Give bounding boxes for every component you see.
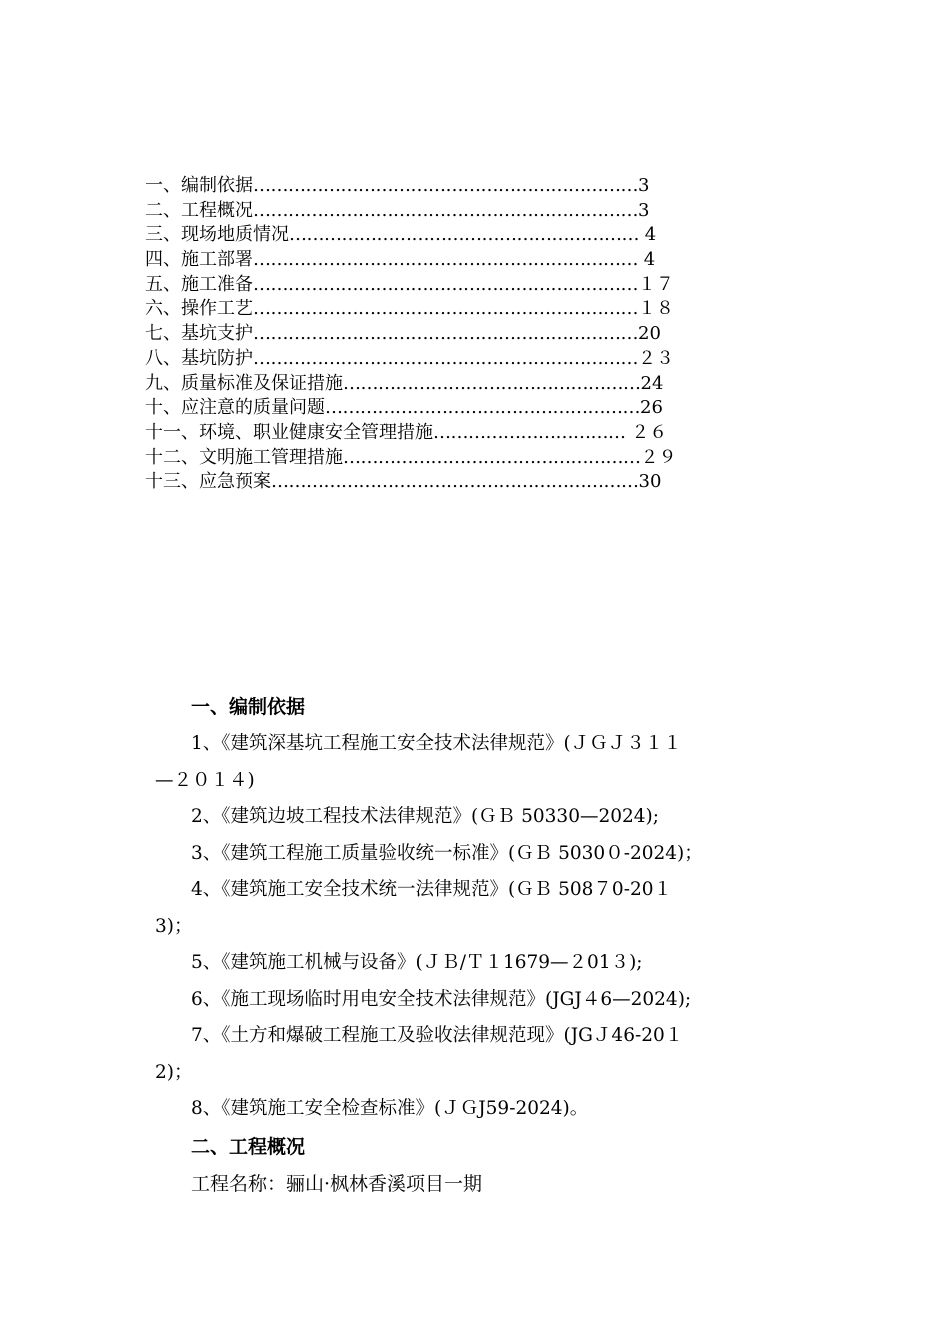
reference-item bbox=[155, 726, 815, 799]
toc-leader-dots: …………………………………………………… bbox=[289, 224, 639, 246]
reference-text: 5、《建筑施工机械与设备》(ＪＢ/Ｔ１1679—２01３); bbox=[191, 952, 643, 973]
reference-item bbox=[155, 1091, 815, 1128]
toc-entry-title: 十三、应急预案 bbox=[145, 471, 271, 493]
toc-leader-dots: …………………………… bbox=[433, 421, 626, 443]
toc-entry-title: 六、操作工艺 bbox=[145, 298, 253, 320]
toc-entry[interactable] bbox=[145, 273, 795, 298]
toc-entry-title: 十、应注意的质量问题 bbox=[145, 397, 325, 419]
toc-entry[interactable] bbox=[145, 470, 795, 495]
toc-page-number: 3 bbox=[638, 199, 650, 221]
toc-leader-dots: ………………………………………………………… bbox=[253, 199, 638, 221]
toc-entry-title: 五、施工准备 bbox=[145, 273, 253, 295]
toc-page-number: 24 bbox=[640, 372, 664, 394]
toc-leader-dots: …………………………………………… bbox=[343, 446, 641, 468]
toc-page-number: １７ bbox=[638, 273, 674, 295]
toc-entry[interactable] bbox=[145, 223, 795, 248]
reference-text: 6、《施工现场临时用电安全技术法律规范》(JGJ４6—2024); bbox=[191, 988, 692, 1010]
reference-item bbox=[155, 799, 815, 836]
reference-text: 3、《建筑工程施工质量验收统一标准》(ＧＢ 5030０-2024)； bbox=[191, 842, 703, 864]
toc-entry[interactable] bbox=[145, 297, 795, 322]
reference-item bbox=[155, 945, 815, 982]
toc-entry[interactable] bbox=[145, 174, 795, 199]
toc-entry[interactable] bbox=[145, 322, 795, 347]
toc-entry-title: 二、工程概况 bbox=[145, 199, 253, 221]
section-heading: 二、工程概况 bbox=[191, 1135, 306, 1158]
toc-entry-title: 一、编制依据 bbox=[145, 175, 253, 196]
toc-entry-title: 十二、文明施工管理措施 bbox=[145, 446, 343, 468]
toc-entry[interactable] bbox=[145, 372, 795, 397]
toc-page-number: ２９ bbox=[640, 446, 677, 468]
toc-entry[interactable] bbox=[145, 421, 795, 446]
toc-leader-dots: ………………………………………………………… bbox=[253, 347, 638, 369]
toc-entry-title: 三、现场地质情况 bbox=[145, 224, 289, 246]
toc-page-number: 26 bbox=[640, 397, 663, 419]
project-name: 工程名称：骊山·枫林香溪项目一期 bbox=[191, 1172, 483, 1195]
toc-entry-title: 十一、环境、职业健康安全管理措施 bbox=[145, 421, 433, 443]
reference-text-continued: —２０１４) bbox=[155, 769, 255, 791]
document-body bbox=[155, 688, 815, 1202]
toc-entry-title: 七、基坑支护 bbox=[145, 323, 253, 345]
toc-page-number: 30 bbox=[638, 471, 662, 493]
toc-leader-dots: ………………………………………………………… bbox=[253, 249, 638, 271]
toc-leader-dots: ……………………………………………………… bbox=[271, 471, 639, 493]
toc-entry-title: 九、质量标准及保证措施 bbox=[145, 372, 343, 394]
reference-text: 2、《建筑边坡工程技术法律规范》(ＧＢ 50330—2024); bbox=[191, 806, 660, 827]
reference-text-continued: 2)； bbox=[155, 1061, 193, 1083]
reference-item bbox=[155, 1018, 815, 1091]
toc-entry[interactable] bbox=[145, 396, 795, 421]
toc-entry[interactable] bbox=[145, 199, 795, 224]
toc-entry[interactable] bbox=[145, 347, 795, 372]
reference-text-continued: 3)； bbox=[155, 915, 193, 937]
toc-leader-dots: ………………………………………………………… bbox=[253, 273, 638, 295]
reference-text: 7、《土方和爆破工程施工及验收法律规范现》(JGＪ46-20１ bbox=[191, 1025, 684, 1046]
reference-item bbox=[155, 836, 815, 873]
toc-page-number: １８ bbox=[638, 298, 674, 320]
toc-entry-title: 四、施工部署 bbox=[145, 249, 253, 271]
toc-entry-title: 八、基坑防护 bbox=[145, 347, 253, 369]
toc-entry[interactable] bbox=[145, 446, 795, 471]
table-of-contents bbox=[145, 174, 795, 495]
toc-leader-dots: ……………………………………………… bbox=[325, 397, 640, 419]
toc-leader-dots: ………………………………………………………… bbox=[253, 175, 638, 196]
reference-text: 4、《建筑施工安全技术统一法律规范》(ＧＢ 508７0-20１ bbox=[191, 879, 672, 900]
toc-leader-dots: ………………………………………………………… bbox=[253, 323, 638, 345]
toc-page-number: 20 bbox=[638, 323, 661, 345]
reference-item bbox=[155, 872, 815, 945]
toc-page-number: 3 bbox=[638, 175, 650, 196]
reference-item bbox=[155, 982, 815, 1019]
reference-text: 1、《建筑深基坑工程施工安全技术法律规范》(ＪＧＪ３１１ bbox=[191, 733, 682, 754]
toc-page-number: 4 bbox=[638, 249, 656, 271]
toc-page-number: ２３ bbox=[638, 347, 674, 369]
toc-page-number: 4 bbox=[639, 224, 657, 246]
toc-leader-dots: …………………………………………… bbox=[343, 372, 641, 394]
toc-leader-dots: ………………………………………………………… bbox=[253, 298, 638, 320]
toc-page-number: ２６ bbox=[625, 421, 668, 443]
reference-text: 8、《建筑施工安全检查标准》(ＪＧJ59-2024)。 bbox=[191, 1098, 589, 1119]
section-heading: 一、编制依据 bbox=[191, 696, 306, 718]
toc-entry[interactable] bbox=[145, 248, 795, 273]
